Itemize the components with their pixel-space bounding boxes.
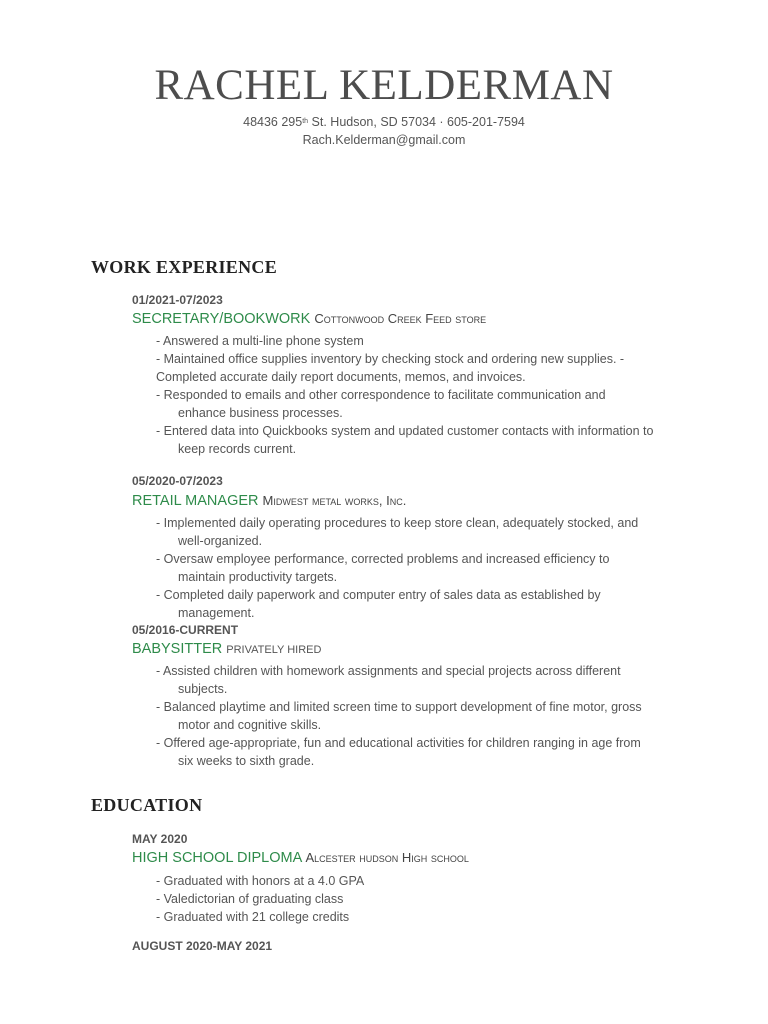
job-title: RETAIL MANAGER [132,493,259,509]
job-title: SECRETARY/BOOKWORK [132,311,311,327]
degree-title: HIGH SCHOOL DIPLOMA [132,850,302,866]
duty-item: - Assisted children with homework assignments and special projects across different subjects. [156,664,621,696]
job-title-line [132,640,321,659]
job-title: BABYSITTER [132,641,223,657]
address-rest: St. Hudson, SD 57034 · 605-201-7594 [308,115,525,129]
job-duties [156,332,671,458]
education-title-line [132,849,469,867]
applicant-name: RACHEL KELDERMAN [154,62,614,109]
job-duties [156,662,671,770]
duty-item: - Balanced playtime and limited screen time to support development of fine motor, gross motor and cognitive skills. [156,700,642,732]
job-employer: Midwest metal works, Inc. [262,493,407,508]
education-item: - Graduated with 21 college credits [156,910,350,924]
education-details [156,872,671,926]
job-employer: PRIVATELY HIRED [226,644,322,656]
job-duties [156,514,671,622]
duty-item: - Responded to emails and other correspondence to facilitate communication and enhance business processes. [156,388,606,420]
duty-item: - Answered a multi-line phone system [156,334,364,348]
duty-item: - Implemented daily operating procedures to keep store clean, adequately stocked, and well-organized. [156,516,639,548]
education-item: - Graduated with honors at a 4.0 GPA [156,874,365,888]
school-name: Alcester hudson High school [305,850,469,865]
duty-item: - Maintained office supplies inventory by checking stock and ordering new supplies. - [156,352,625,366]
duty-item: - Oversaw employee performance, corrected problems and increased efficiency to maintain productivity targets. [156,552,610,584]
job-title-line [132,492,406,510]
contact-address [0,114,768,131]
job-date: 01/2021-07/2023 [132,293,223,307]
education-date: AUGUST 2020-MAY 2021 [132,939,273,953]
section-heading-education: EDUCATION [91,795,203,815]
education-date: MAY 2020 [132,832,188,846]
address-street-number: 48436 295 [243,115,303,129]
job-title-line [132,310,486,328]
education-item: - Valedictorian of graduating class [156,892,344,906]
job-date: 05/2016-CURRENT [132,623,239,637]
job-date: 05/2020-07/2023 [132,474,223,488]
duty-item: - Completed daily paperwork and computer entry of sales data as established by management. [156,588,601,620]
duty-item: - Entered data into Quickbooks system and updated customer contacts with information to keep records current. [156,424,654,456]
duty-item: - Offered age-appropriate, fun and educational activities for children ranging in age from six weeks to sixth grade. [156,736,641,768]
address-ordinal: th [302,118,309,125]
section-heading-work: WORK EXPERIENCE [91,257,278,277]
duty-item: Completed accurate daily report documents, memos, and invoices. [156,370,526,384]
contact-email: Rach.Kelderman@gmail.com [302,133,466,147]
job-employer: Cottonwood Creek Feed store [314,311,487,326]
